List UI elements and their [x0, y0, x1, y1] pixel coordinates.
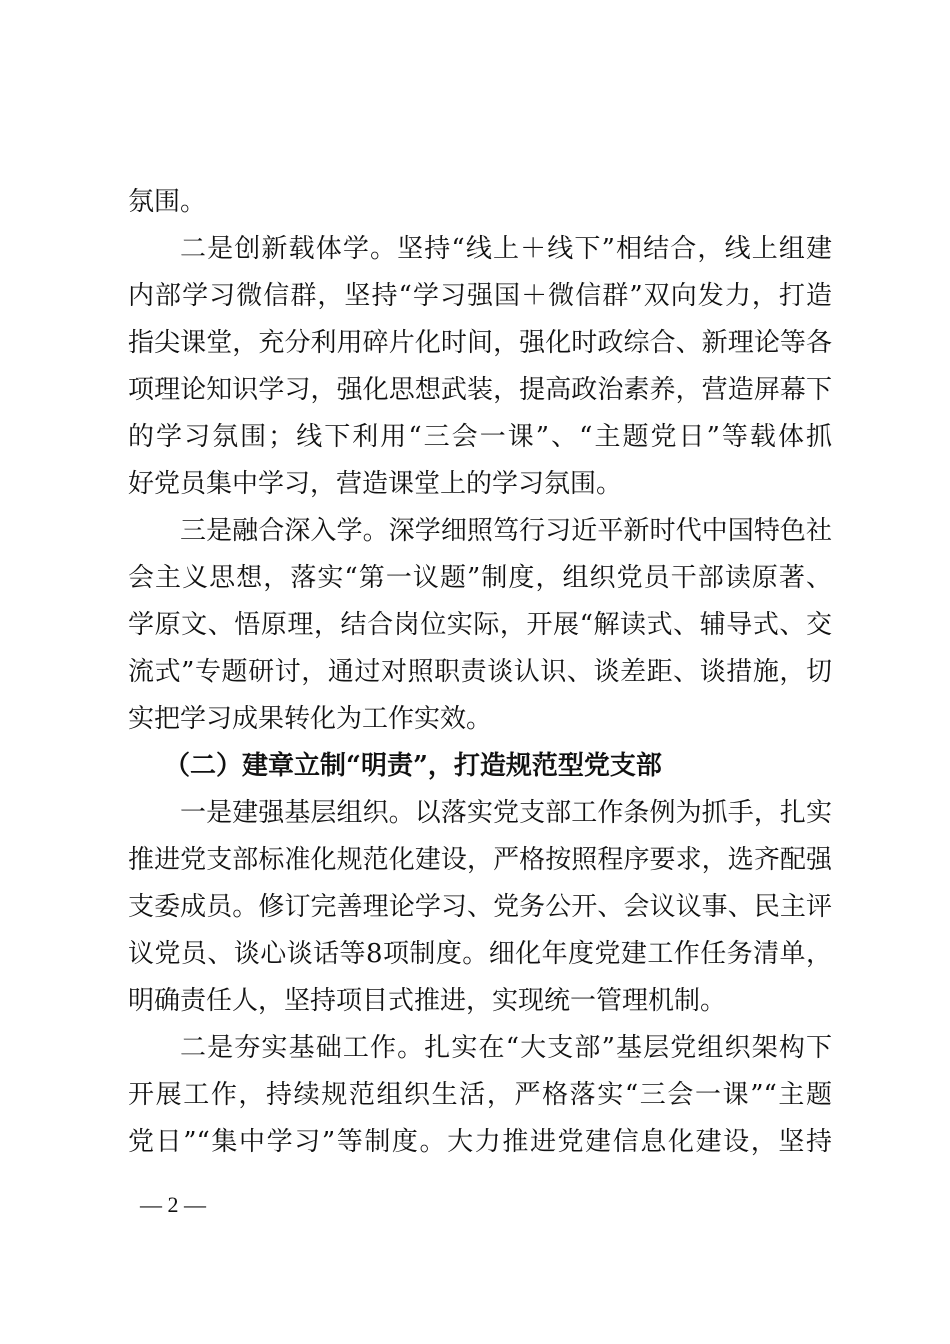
text-line: 项理论知识学习，强化思想武装，提高政治素养，营造屏幕下: [128, 375, 832, 405]
paragraph-start-line: 二是夯实基础工作。扎实在“大支部”基层党组织架构下: [180, 1033, 832, 1063]
text-line: 好党员集中学习，营造课堂上的学习氛围。: [128, 469, 623, 499]
page-number: — 2 —: [140, 1192, 206, 1217]
text-line: 学原文、悟原理，结合岗位实际，开展“解读式、辅导式、交: [128, 610, 832, 640]
text-line: 推进党支部标准化规范化建设，严格按照程序要求，选齐配强: [128, 845, 832, 875]
text-line: 党日”“集中学习”等制度。大力推进党建信息化建设，坚持: [128, 1127, 832, 1157]
text-line: 氛围。: [128, 187, 207, 217]
text-line: 流式”专题研讨，通过对照职责谈认识、谈差距、谈措施，切: [128, 657, 832, 687]
text-line: 议党员、谈心谈话等8项制度。细化年度党建工作任务清单，: [128, 939, 832, 969]
text-line: 会主义思想，落实“第一议题”制度，组织党员干部读原著、: [128, 563, 832, 593]
text-line: 指尖课堂，充分利用碎片化时间，强化时政综合、新理论等各: [128, 328, 832, 358]
paragraph-start-line: 二是创新载体学。坚持“线上＋线下”相结合，线上组建: [180, 234, 832, 264]
document-body: [128, 179, 832, 1166]
text-line: 实把学习成果转化为工作实效。: [128, 704, 493, 734]
text-line: 明确责任人，坚持项目式推进，实现统一管理机制。: [128, 986, 727, 1016]
text-line: 的学习氛围；线下利用“三会一课”、“主题党日”等载体抓: [128, 422, 832, 452]
text-line: 内部学习微信群，坚持“学习强国＋微信群”双向发力，打造: [128, 281, 832, 311]
section-heading: （二）建章立制“明责”，打造规范型党支部: [164, 751, 662, 781]
paragraph-start-line: 三是融合深入学。深学细照笃行习近平新时代中国特色社: [180, 516, 832, 546]
text-line: 支委成员。修订完善理论学习、党务公开、会议议事、民主评: [128, 892, 832, 922]
text-line: 开展工作，持续规范组织生活，严格落实“三会一课”“主题: [128, 1080, 832, 1110]
paragraph-start-line: 一是建强基层组织。以落实党支部工作条例为抓手，扎实: [180, 798, 832, 828]
